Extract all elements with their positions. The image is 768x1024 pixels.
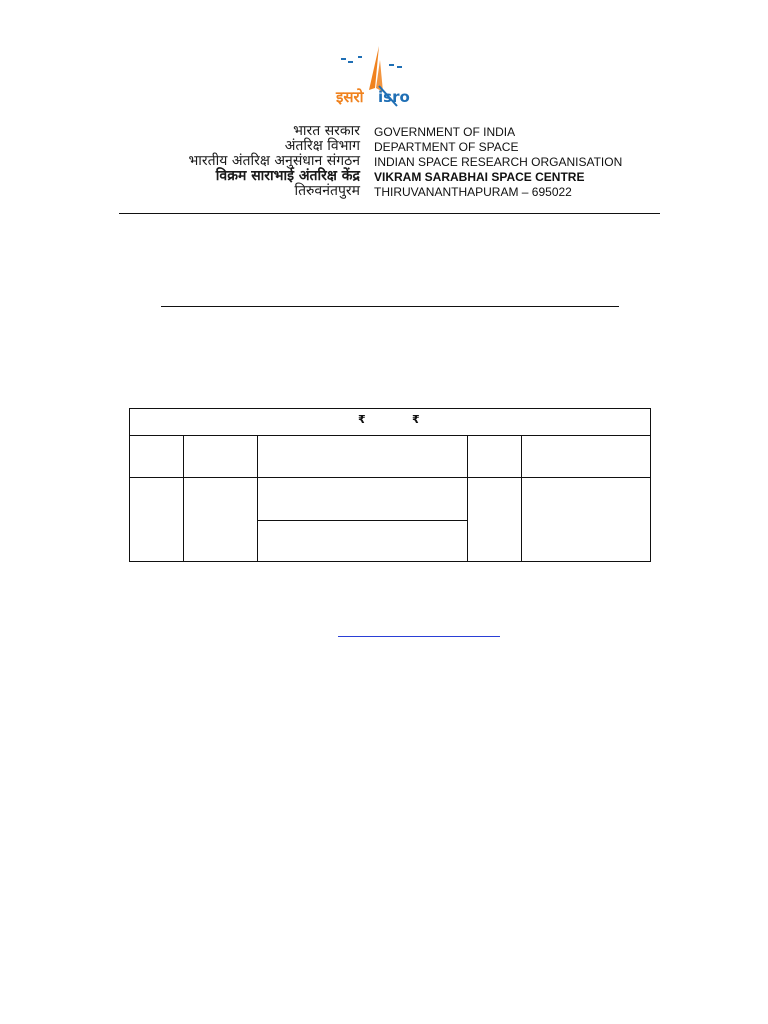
letterhead-row	[0, 169, 768, 184]
table-border-left	[129, 408, 130, 562]
table-subrow-divider	[258, 520, 467, 521]
english-line-city: THIRUVANANTHAPURAM – 695022	[374, 185, 572, 199]
hindi-line-department: अंतरिक्ष विभाग	[284, 138, 360, 154]
english-line-centre: VIKRAM SARABHAI SPACE CENTRE	[374, 170, 585, 184]
hindi-line-organisation: भारतीय अंतरिक्ष अनुसंधान संगठन	[188, 153, 360, 169]
table-column-divider	[257, 435, 258, 562]
isro-logo	[333, 42, 417, 120]
letterhead-row	[0, 139, 768, 154]
table-border-bottom	[129, 561, 651, 562]
english-line-organisation: INDIAN SPACE RESEARCH ORGANISATION	[374, 155, 623, 169]
letterhead-row	[0, 124, 768, 139]
hindi-line-city: तिरुवनंतपुरम	[294, 183, 360, 199]
rupee-symbol: ₹	[358, 413, 366, 426]
english-line-department: DEPARTMENT OF SPACE	[374, 140, 519, 154]
isro-logo-icon	[333, 42, 417, 120]
hyperlink-underline[interactable]	[338, 636, 500, 637]
subject-underline	[161, 306, 619, 307]
letterhead-row	[0, 184, 768, 199]
table-header-divider	[129, 435, 651, 436]
details-table	[129, 408, 651, 562]
rupee-symbol: ₹	[412, 413, 420, 426]
hindi-line-centre: विक्रम साराभाई अंतरिक्ष केंद्र	[215, 168, 360, 184]
logo-text-english: isro	[378, 88, 410, 106]
hindi-line-government: भारत सरकार	[293, 123, 360, 139]
letterhead-row	[0, 154, 768, 169]
table-row-divider	[129, 477, 651, 478]
table-column-divider	[521, 435, 522, 562]
header-divider	[119, 213, 660, 214]
english-line-government: GOVERNMENT OF INDIA	[374, 125, 516, 139]
table-column-divider	[467, 435, 468, 562]
table-border-right	[650, 408, 651, 562]
table-column-divider	[183, 435, 184, 562]
logo-text-hindi: इसरो	[336, 88, 364, 106]
table-border-top	[129, 408, 651, 409]
